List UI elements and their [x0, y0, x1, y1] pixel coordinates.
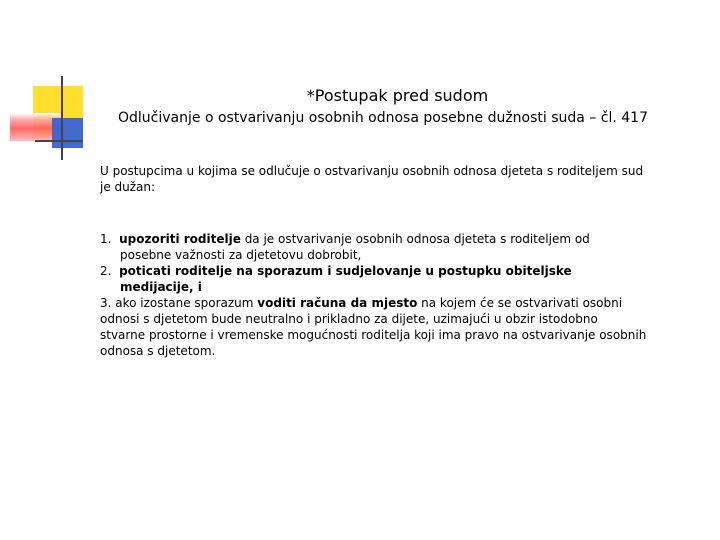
- intro-line-2: je dužan:: [100, 180, 156, 194]
- list-item-1-bold: upozoriti roditelje: [119, 232, 241, 246]
- list-item-3-bold: voditi računa da mjesto: [257, 296, 418, 310]
- list-item-1-text: da je ostvarivanje osobnih odnosa djeteta s roditeljem od: [240, 232, 590, 246]
- slide-subtitle: Odlučivanje o ostvarivanju osobnih odnosa posebne dužnosti suda – čl. 417: [118, 110, 648, 126]
- list-item-2: [100, 263, 700, 279]
- list-item-3-line-3: stvarne prostorne i vremenske mogućnosti roditelja koji ima pravo na ostvarivanje osobnih: [100, 328, 647, 342]
- decorative-horizontal-line: [35, 140, 83, 142]
- slide-title: *Postupak pred sudom: [306, 86, 489, 105]
- list-item-3-line-4: odnosa s djetetom.: [100, 344, 216, 358]
- list-item-3: [100, 295, 700, 311]
- list-item-3-pre: ako izostane sporazum: [111, 296, 258, 310]
- list-item-2-bold: poticati roditelje na sporazum i sudjelovanje u postupku obiteljske: [119, 264, 572, 278]
- list-item-3-mid: na kojem će se ostvarivati osobni: [417, 296, 623, 310]
- list-item-1-number: 1.: [100, 232, 112, 246]
- list-item-3-number: 3.: [100, 296, 112, 310]
- list-item-2-bold-continuation: medijacije, i: [120, 280, 202, 294]
- list-item-2-continuation: [100, 279, 700, 295]
- slide-body: [100, 163, 700, 359]
- intro-line-1: U postupcima u kojima se odlučuje o ostvarivanju osobnih odnosa djeteta s roditeljem sud: [100, 164, 644, 178]
- list-item-3-line-2: odnosi s djetetom bude neutralno i prikladno za dijete, uzimajući u obzir istodobno: [100, 312, 598, 326]
- list-item-1-continuation: posebne važnosti za djetetovu dobrobit,: [120, 248, 362, 262]
- list-item-1: [100, 231, 700, 247]
- decorative-blue-square: [52, 118, 83, 148]
- list-item-2-number: 2.: [100, 264, 112, 278]
